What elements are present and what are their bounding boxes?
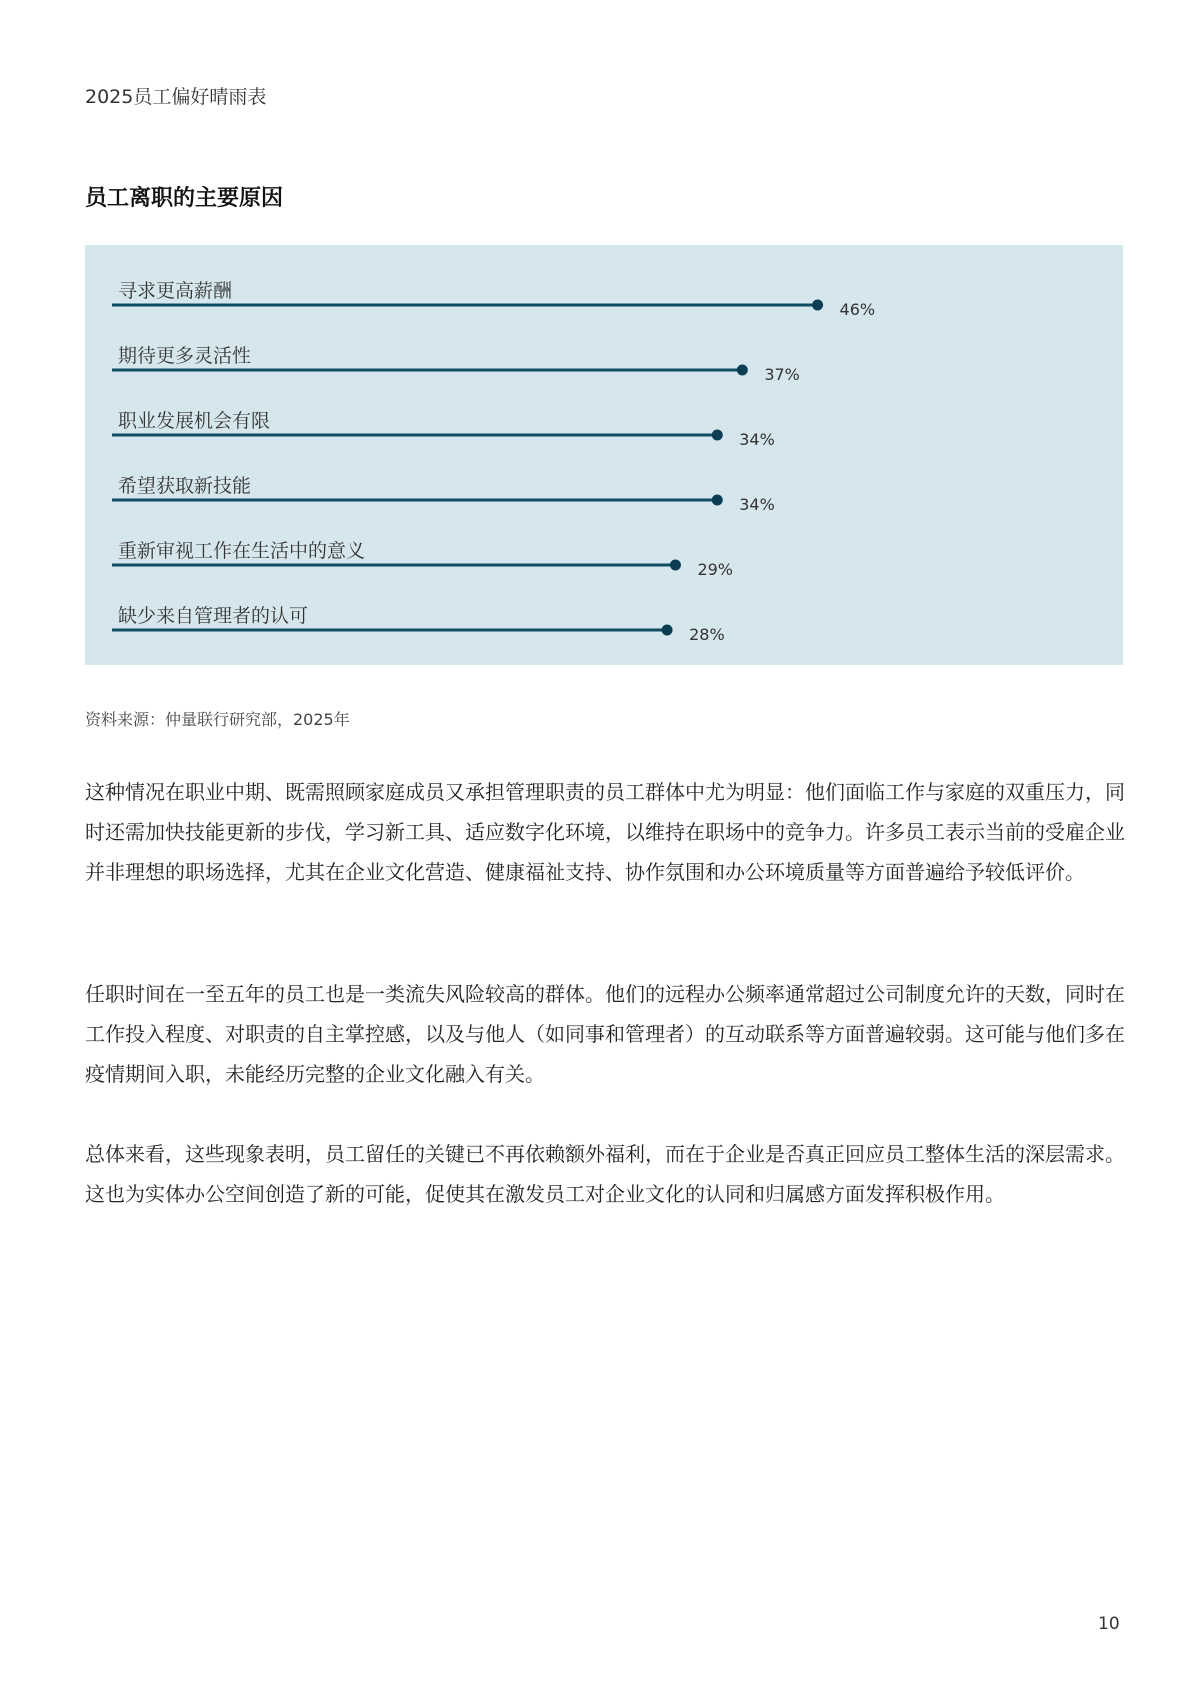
- bar-label: 期待更多灵活性: [118, 345, 252, 367]
- source-note: 资料来源：仲量联行研究部，2025年: [85, 710, 350, 729]
- bar-label: 缺少来自管理者的认可: [118, 605, 309, 627]
- value-label: 37%: [764, 365, 800, 384]
- value-label: 34%: [739, 495, 775, 514]
- section-title: 员工离职的主要原因: [85, 186, 284, 211]
- page-number: 10: [1098, 1614, 1120, 1634]
- bar-dot: [712, 495, 723, 506]
- paragraph-2: 任职时间在一至五年的员工也是一类流失风险较高的群体。他们的远程办公频率通常超过公司制度允许的天数，同时在工作投入程度、对职责的自主掌控感，以及与他人（如同事和管理者）的互动联系等方面普遍较弱。这可能与他们多在疫情期间入职，未能经历完整的企业文化融入有关。: [85, 982, 1125, 1086]
- value-label: 34%: [739, 430, 775, 449]
- paragraph-1: 这种情况在职业中期、既需照顾家庭成员又承担管理职责的员工群体中尤为明显：他们面临工作与家庭的双重压力，同时还需加快技能更新的步伐，学习新工具、适应数字化环境，以维持在职场中的竞争力。许多员工表示当前的受雇企业并非理想的职场选择，尤其在企业文化营造、健康福祉支持、协作氛围和办公环境质量等方面普遍给予较低评价。: [85, 780, 1125, 884]
- bar-label: 重新审视工作在生活中的意义: [118, 540, 366, 562]
- paragraph-3: 总体来看，这些现象表明，员工留任的关键已不再依赖额外福利，而在于企业是否真正回应员工整体生活的深层需求。这也为实体办公空间创造了新的可能，促使其在激发员工对企业文化的认同和归属感方面发挥积极作用。: [85, 1142, 1125, 1206]
- bar-dot: [737, 365, 748, 376]
- bar-dot: [662, 625, 673, 636]
- chart-svg: [85, 245, 1123, 665]
- bar-label: 职业发展机会有限: [118, 410, 271, 432]
- value-label: 29%: [697, 560, 734, 579]
- running-header: 2025员工偏好晴雨表: [85, 86, 267, 108]
- bar-dot: [812, 300, 823, 311]
- bar-label: 希望获取新技能: [118, 475, 252, 497]
- bar-dot: [670, 560, 681, 571]
- value-label: 28%: [689, 625, 725, 644]
- bar-dot: [712, 430, 723, 441]
- lollipop-chart: [85, 245, 1123, 665]
- value-label: 46%: [839, 300, 876, 319]
- bar-label: 寻求更高薪酬: [118, 280, 233, 302]
